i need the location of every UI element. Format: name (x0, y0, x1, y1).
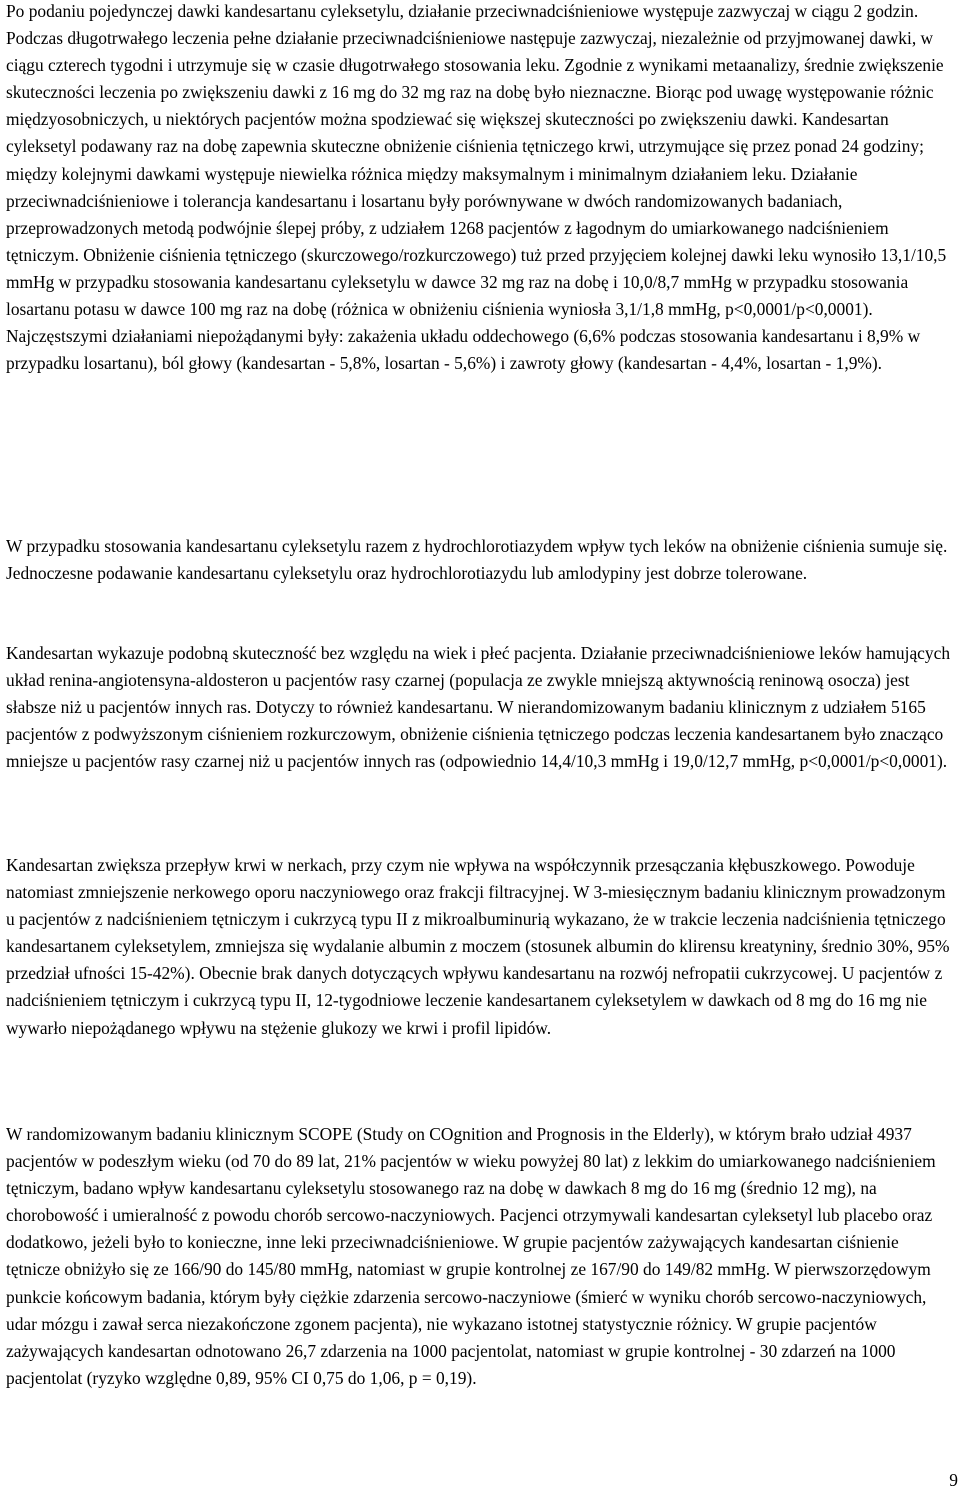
paragraph-efficacy-onset: Po podaniu pojedynczej dawki kandesartanu cyleksetylu, działanie przeciwnadciśnieniowe występuje zazwyczaj w ciągu 2 godzin. Podczas długotrwałego leczenia pełne działanie przeciwnadciśnieniowe następuje zazwyczaj, niezależnie od przyjmowanej dawki, w ciągu czterech tygodni i utrzymuje się w czasie długotrwałego stosowania leku. Zgodnie z wynikami metaanalizy, średnie zwiększenie skuteczności leczenia po zwiększeniu dawki z 16 mg do 32 mg raz na dobę było nieznaczne. Biorąc pod uwagę występowanie różnic międzyosobniczych, u niektórych pacjentów można spodziewać się większej skuteczności po zwiększeniu dawki. Kandesartan cyleksetyl podawany raz na dobę zapewnia skuteczne obniżenie ciśnienia tętniczego krwi, utrzymujące się przez ponad 24 godziny; między kolejnymi dawkami występuje niewielka różnica między maksymalnym i minimalnym działaniem leku. Działanie przeciwnadciśnieniowe i tolerancja kandesartanu i losartanu były porównywane w dwóch randomizowanych badaniach, przeprowadzonych metodą podwójnie ślepej próby, z udziałem 1268 pacjentów z łagodnym do umiarkowanego nadciśnieniem tętniczym. Obniżenie ciśnienia tętniczego (skurczowego/rozkurczowego) tuż przed przyjęciem kolejnej dawki leku wynosiło 13,1/10,5 mmHg w przypadku stosowania kandesartanu cyleksetylu w dawce 32 mg raz na dobę i 10,0/8,7 mmHg w przypadku stosowania losartanu potasu w dawce 100 mg raz na dobę (różnica w obniżeniu ciśnienia wyniosła 3,1/1,8 mmHg, p<0,0001/p<0,0001). Najczęstszymi działaniami niepożądanymi były: zakażenia układu oddechowego (6,6% podczas stosowania kandesartanu i 8,9% w przypadku losartanu), ból głowy (kandesartan - 5,8%, losartan - 5,6%) i zawroty głowy (kandesartan - 4,4%, losartan - 1,9%). (6, 1, 947, 374)
paragraph-combination-therapy: W przypadku stosowania kandesartanu cyleksetylu razem z hydrochlorotiazydem wpływ tych leków na obniżenie ciśnienia sumuje się. Jednoczesne podawanie kandesartanu cyleksetylu oraz hydrochlorotiazydu lub amlodypiny jest dobrze tolerowane. (6, 536, 948, 584)
paragraph-scope-study: W randomizowanym badaniu klinicznym SCOPE (Study on COgnition and Prognosis in the Elderly), w którym brało udział 4937 pacjentów w podeszłym wieku (od 70 do 89 lat, 21% pacjentów w wieku powyżej 80 lat) z lekkim do umiarkowanego nadciśnieniem tętniczym, badano wpływ kandesartanu cyleksetylu stosowanego raz na dobę w dawkach 8 mg do 16 mg (średnio 12 mg), na chorobowość i umieralność z powodu chorób sercowo-naczyniowych. Pacjenci otrzymywali kandesartan cyleksetyl lub placebo oraz dodatkowo, jeżeli było to konieczne, inne leki przeciwnadciśnieniowe. W grupie pacjentów zażywających kandesartan ciśnienie tętnicze obniżyło się ze 166/90 do 145/80 mmHg, natomiast w grupie kontrolnej ze 167/90 do 149/82 mmHg. W pierwszorzędowym punkcie końcowym badania, którym były ciężkie zdarzenia sercowo-naczyniowe (śmierć w wyniku chorób sercowo-naczyniowych, udar mózgu i zawał serca niezakończone zgonem pacjenta), nie wykazano istotnej statystycznie różnicy. W grupie pacjentów zażywających kandesartan odnotowano 26,7 zdarzenia na 1000 pacjentolat, natomiast w grupie kontrolnej - 30 zdarzeń na 1000 pacjentolat (ryzyko względne 0,89, 95% CI 0,75 do 1,06, p = 0,19). (6, 1124, 936, 1388)
paragraph-renal-effects: Kandesartan zwiększa przepływ krwi w nerkach, przy czym nie wpływa na współczynnik przesączania kłębuszkowego. Powoduje natomiast zmniejszenie nerkowego oporu naczyniowego oraz frakcji filtracyjnej. W 3-miesięcznym badaniu klinicznym prowadzonym u pacjentów z nadciśnieniem tętniczym i cukrzycą typu II z mikroalbuminurią wykazano, że w trakcie leczenia nadciśnienia tętniczego kandesartanem cyleksetylem, zmniejsza się wydalanie albumin z moczem (stosunek albumin do klirensu kreatyniny, średnio 30%, 95% przedział ufności 15-42%). Obecnie brak danych dotyczących wpływu kandesartanu na rozwój nefropatii cukrzycowej. U pacjentów z nadciśnieniem tętniczym i cukrzycą typu II, 12-tygodniowe leczenie kandesartanem cyleksetylem w dawkach od 8 mg do 16 mg nie wywarło niepożądanego wpływu na stężenie glukozy we krwi i profil lipidów. (6, 855, 950, 1038)
paragraph-age-gender-race: Kandesartan wykazuje podobną skuteczność bez względu na wiek i płeć pacjenta. Działanie przeciwnadciśnieniowe leków hamujących układ renina-angiotensyna-aldosteron u pacjentów rasy czarnej (populacja ze zwykle mniejszą aktywnością reninową osocza) jest słabsze niż u pacjentów innych ras. Dotyczy to również kandesartanu. W nierandomizowanym badaniu klinicznym z udziałem 5165 pacjentów z podwyższonym ciśnieniem rozkurczowym, obniżenie ciśnienia tętniczego podczas leczenia kandesartanem było znacząco mniejsze u pacjentów rasy czarnej niż u pacjentów innych ras (odpowiednio 14,4/10,3 mmHg i 19,0/12,7 mmHg, p<0,0001/p<0,0001). (6, 643, 951, 772)
page-number: 9 (949, 1470, 958, 1490)
